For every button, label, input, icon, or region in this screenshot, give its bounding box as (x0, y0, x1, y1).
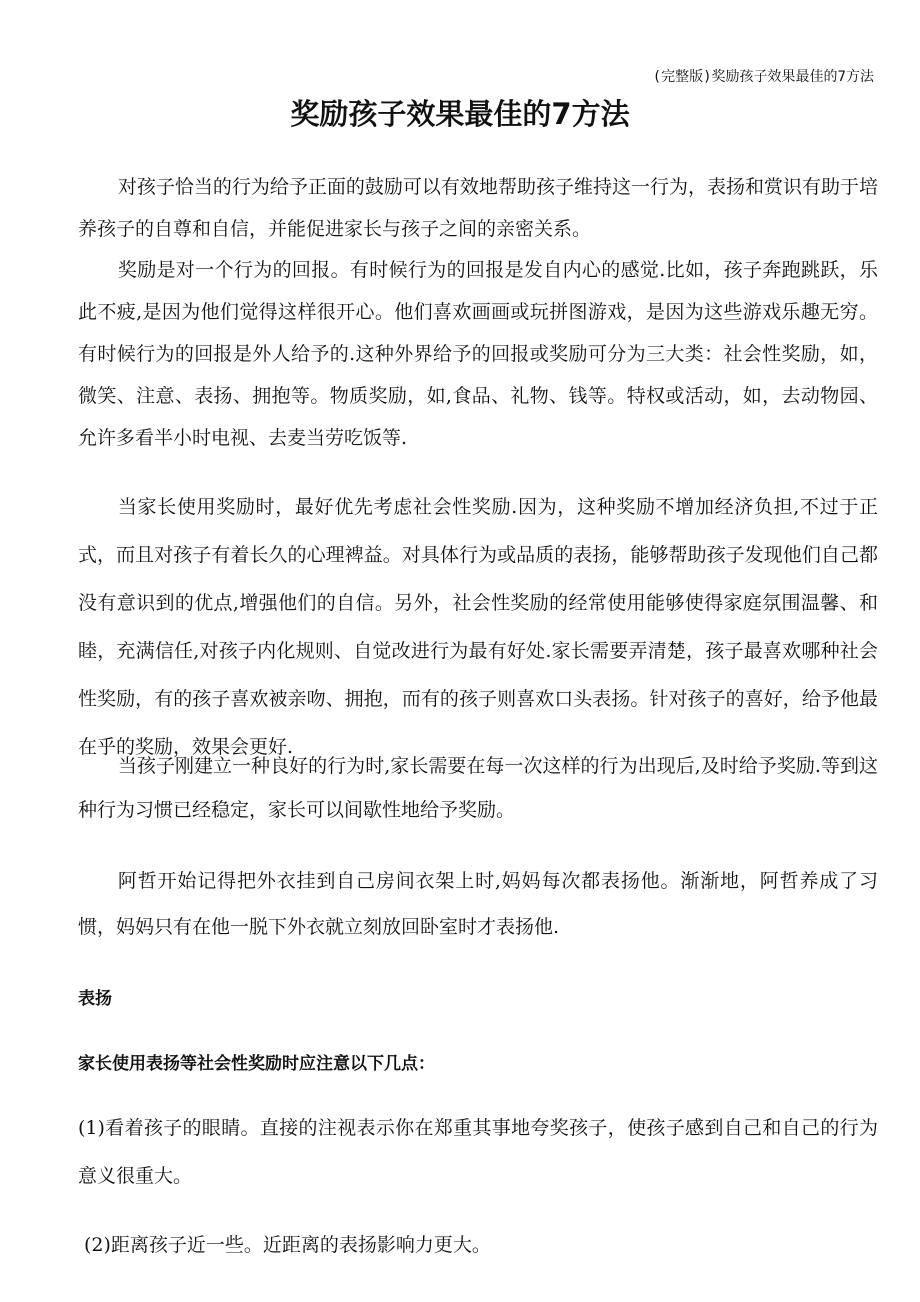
list-item: (1)看着孩子的眼睛。直接的注视表示你在郑重其事地夸奖孩子，使孩子感到自己和自己的行为意义很重大。 (78, 1117, 878, 1187)
section-heading: 表扬 (78, 989, 112, 1009)
document-title: 奖励孩子效果最佳的7方法 (290, 97, 630, 131)
paragraph-example: 阿哲开始记得把外衣挂到自己房间衣架上时,妈妈每次都表扬他。渐渐地，阿哲养成了习惯，妈妈只有在他一脱下外衣就立刻放回卧室时才表扬他. (78, 870, 878, 938)
list-item: (2)距离孩子近一些。近距离的表扬影响力更大。 (84, 1234, 491, 1256)
paragraph-social-rewards: 当家长使用奖励时，最好优先考虑社会性奖励.因为，这种奖励不增加经济负担,不过于正式，而且对孩子有着长久的心理裨益。对具体行为或品质的表扬，能够帮助孩子发现他们自己都没有意识到的优点,增强他们的自信。另外，社会性奖励的经常使用能够使得家庭氛围温馨、和睦，充满信任,对孩子内化规则、自觉改进行为最有好处.家长需要弄清楚，孩子最喜欢哪种社会性奖励，有的孩子喜欢被亲吻、拥抱，而有的孩子则喜欢口头表扬。针对孩子的喜好，给予他最在乎的奖励，效果会更好. (78, 496, 878, 758)
paragraph-reward-types: 奖励是对一个行为的回报。有时候行为的回报是发自内心的感觉.比如，孩子奔跑跳跃，乐此不疲,是因为他们觉得这样很开心。他们喜欢画画或玩拼图游戏，是因为这些游戏乐趣无穷。有时候行为的回报是外人给予的.这种外界给予的回报或奖励可分为三大类：社会性奖励，如，微笑、注意、表扬、拥抱等。物质奖励，如,食品、礼物、钱等。特权或活动，如，去动物园、允许多看半小时电视、去麦当劳吃饭等. (78, 259, 878, 449)
running-header: (完整版)奖励孩子效果最佳的7方法 (652, 69, 874, 85)
paragraph-intro: 对孩子恰当的行为给予正面的鼓励可以有效地帮助孩子维持这一行为，表扬和赏识有助于培养孩子的自尊和自信，并能促进家长与孩子之间的亲密关系。 (78, 176, 878, 240)
paragraph-timing: 当孩子刚建立一种良好的行为时,家长需要在每一次这样的行为出现后,及时给予奖励.等到这种行为习惯已经稳定，家长可以间歇性地给予奖励。 (78, 755, 878, 821)
sub-heading: 家长使用表扬等社会性奖励时应注意以下几点： (78, 1054, 435, 1074)
